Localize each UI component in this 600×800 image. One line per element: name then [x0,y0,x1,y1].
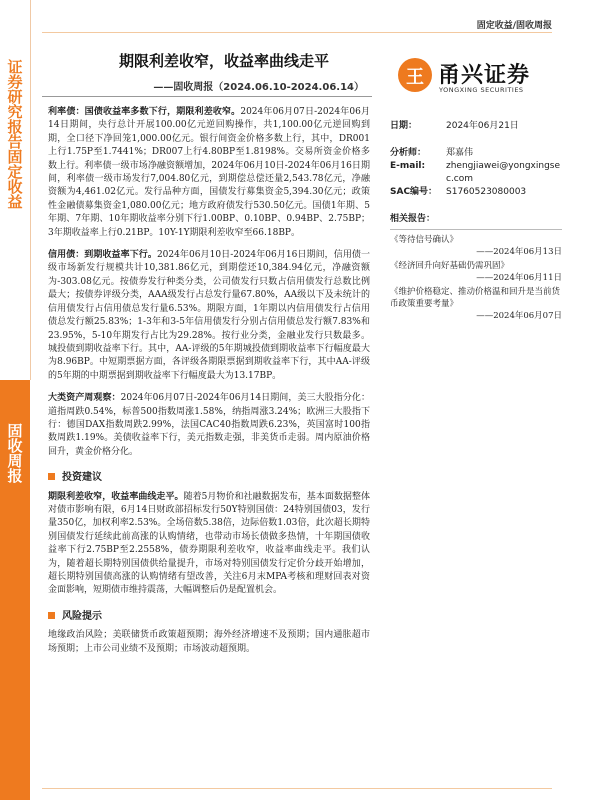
analyst-value: 郑嘉伟 [446,148,474,158]
paragraph-credit-text: 2024年06月10日-2024年06月16日期间，信用债一级市场新发行规模共计10,381.86亿元，到期偿还10,384.94亿元，净融资额为-303.08亿元。按债券发行种类分类，公司债发行只数占信用债发行总数比例最大；按债券评级分类，AAA级发行占总发行量67.80%，AA级以下及未统计的信用债发行占信用债总发行量6.53%。期限方面，1年期以内信用债发行占信用债总发行额25.83%；1-3年和3-5年信用债发行分别占信用债总发行额7.83%和23.95%，5-10年期发行占比为29.28%。按行业分类，金融业发行只数最多。城投债到期收益率下行。其中，AA-评级的5年期城投债到期收益率下行幅度最大为8.96BP。中短期票据方面，各评级各期限票据到期收益率下行，其中AA-评级的5年期的中期票据到期收益率下行幅度最大为13.17BP。 [48,250,370,381]
related-divider [390,229,562,230]
date-label: 日期： [390,121,418,131]
sidebar-bottom [0,380,30,800]
paragraph-investment-text: 随着5月物价和社融数据发布，基本面数据整体对债市影响有限，6月14日财政部招标发行50Y特别国债：24特别国债03，发行量350亿，加权利率2.53%。全场倍数5.38倍，边际倍数1.03倍，此次超长期特别国债发行延续此前高涨的认购情绪，也带动市场长债做多热情，十年期国债收益率下行2.75BP至2.2558%，债券期限利差收窄，收益率曲线走平。我们认为，随着超长期特别国债供给量提升，市场对特别国债发行定价分歧开始增加，超长期特别国债高涨的认购情绪有望改善，关注6月末MPA考核和理财回表对资金面影响，短期债市维持震荡，大幅调整后仍是配置机会。 [48,491,370,596]
paragraph-risk: 地缘政治风险；美联储货币政策超预期；海外经济增速不及预期；国内通胀超市场预期；上市公司业绩不及预期；市场波动超预期。 [48,630,370,654]
related-reports-title: 相关报告： [390,214,436,224]
paragraph-assets-text: 2024年06月07日-2024年06月14日期间，美三大股指分化：道指周跌0.54%，标普500指数周涨1.58%，纳指周涨3.24%；欧洲三大股指下行：德国DAX指数周跌2.99%，法国CAC40指数周跌6.23%，英国富时100指数周跌1.19%。美债收益率下行，美元指数走强，非美货币走弱。周内原油价格回升，黄金价格分化。 [48,393,370,457]
sac-row [390,186,562,199]
header-divider [42,32,552,33]
sac-value: S1760523080003 [446,187,527,197]
related-report-date: ——2024年06月13日 [476,247,562,257]
header-category: 固定收益/固收周报 [476,21,552,31]
paragraph-rates-text: 2024年06月07日-2024年06月14日期间，央行总计开展100.00亿元逆回购操作，共1,100.00亿元逆回购到期，全口径下净回笼1,000.00亿元。银行间资金价格多数上行，其中，DR001上行1.75P至1.7441%；DR007上行4.80BP至1.8198%。交易所资金价格多数上行。利率债一级市场净融资额增加，2024年06月10日-2024年06月16日期间，利率债一级市场发行7,004.80亿元，到期偿总偿还量2,543.78亿元，净融资额为4,461.02亿元。发行品种方面，国债发行募集资金5,394.30亿元；政策性金融债募集资金1,080.00亿元；地方政府债发行530.50亿元。国债1年期、5年期、7年期、10年期收益率分别下行1.00BP、0.10BP、0.94BP、2.75BP；3年期收益率上行0.21BP。10Y-1Y期限利差收窄至66.18BP。 [48,107,370,238]
paragraph-assets [48,392,370,459]
logo-mark-icon [398,58,432,92]
paragraph-investment-lead: 期限利差收窄，收益率曲线走平。 [48,491,184,502]
email-label: E-mail: [390,161,426,171]
sidebar-label-research-report: 证券研究报告 [7,58,23,151]
analyst-row [390,147,562,160]
paragraph-investment [48,491,370,598]
report-body [48,106,370,665]
sidebar-label-weekly: 固收周报 [7,422,23,485]
section-heading-investment: 投资建议 [48,471,370,484]
sidebar-label-fixed-income: 固定收益 [7,148,23,211]
email-value[interactable]: zhengjiawei@yongxingsec.com [446,161,561,184]
company-logo [398,58,558,98]
paragraph-rates [48,106,370,240]
section-heading-risk: 风险提示 [48,610,370,623]
footer-divider [42,788,552,789]
paragraph-assets-lead: 大类资产周观察： [48,393,121,404]
page-title: 期限利差收窄，收益率曲线走平 [118,52,329,70]
logo-mark-glyph: 王 [406,67,424,88]
related-report-name[interactable]: 《等待信号确认》 [390,235,459,245]
related-report-name[interactable]: 《经济回升向好基础仍需巩固》 [390,261,510,271]
sidebar [0,0,30,800]
logo-english-name: YONGXING SECURITIES [439,86,524,94]
title-divider [42,96,372,97]
sidebar-top [0,0,31,380]
paragraph-rates-lead: 利率债：国债收益率多数下行，期限利差收窄。 [48,107,241,117]
date-row [390,120,562,133]
page-subtitle: ——固收周报（2024.06.10-2024.06.14） [153,82,364,93]
logo-chinese-name: 甬兴证券 [438,63,531,88]
analyst-label: 分析师： [390,148,427,158]
date-value: 2024年06月21日 [446,121,519,131]
related-report-date: ——2024年06月11日 [476,273,562,283]
paragraph-credit [48,249,370,383]
related-report-name[interactable]: 《维护价格稳定、推动价格温和回升是当前货币政策重要考量》 [390,287,561,309]
info-panel [390,120,562,324]
email-row [390,160,562,186]
paragraph-credit-lead: 信用债：到期收益率下行。 [48,250,157,261]
related-report-date: ——2024年06月07日 [476,311,562,321]
sac-label: SAC编号： [390,187,438,197]
